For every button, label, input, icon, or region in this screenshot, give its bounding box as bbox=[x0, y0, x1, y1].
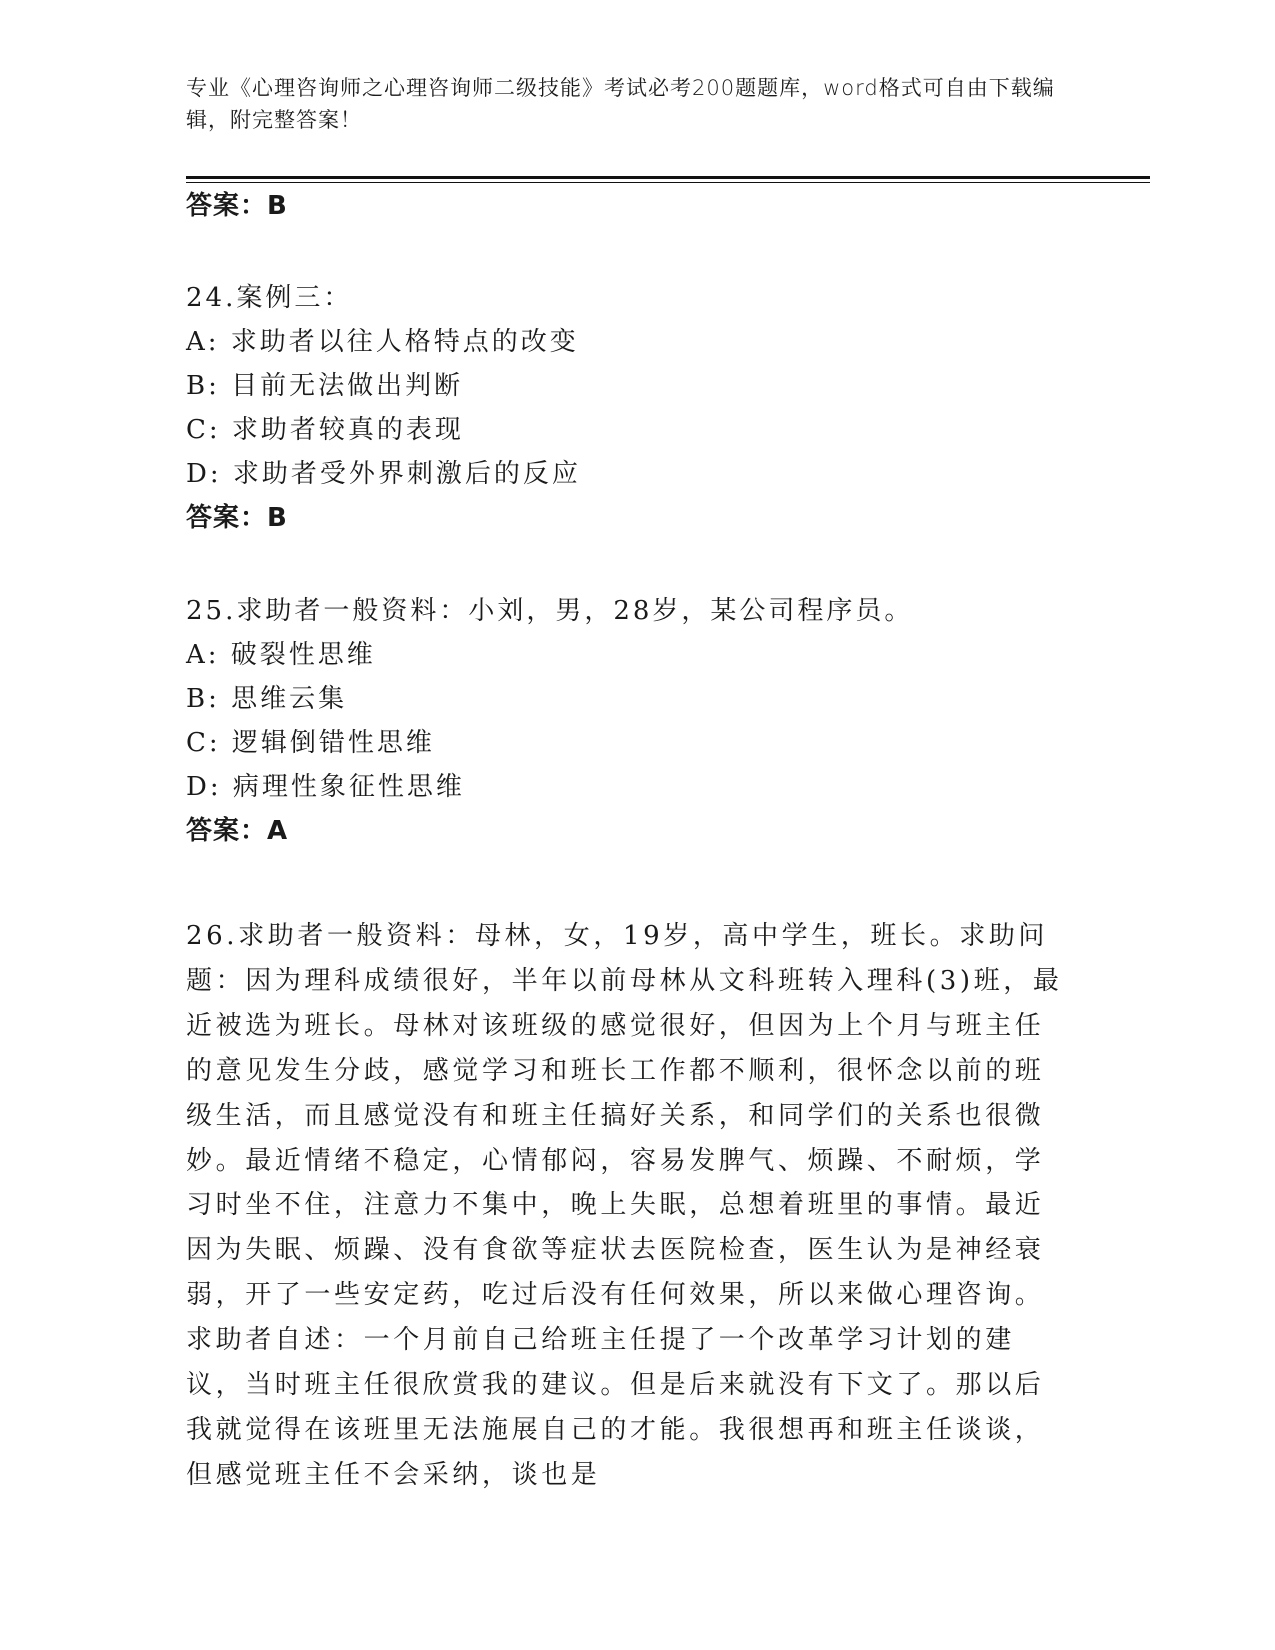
answer-23: 答案：B bbox=[186, 191, 288, 221]
question-25-stem: 25.求助者一般资料：小刘，男，28岁，某公司程序员。 bbox=[186, 596, 914, 626]
page-header: 专业《心理咨询师之心理咨询师二级技能》考试必考200题题库，word格式可自由下载编辑，附完整答案！ bbox=[186, 76, 1055, 132]
question-24-option-a: A: 求助者以往人格特点的改变 bbox=[186, 327, 579, 357]
question-26-text: 26.求助者一般资料：母林，女，19岁，高中学生，班长。求助问题：因为理科成绩很好，半年以前母林从文科班转入理科(3)班，最近被选为班长。母林对该班级的感觉很好，但因为上个月与班主任的意见发生分歧，感觉学习和班长工作都不顺利，很怀念以前的班级生活，而且感觉没有和班主任搞好关系，和同学们的关系也很微妙。最近情绪不稳定，心情郁闷，容易发脾气、烦躁、不耐烦，学习时坐不住，注意力不集中，晚上失眠，总想着班里的事情。最近因为失眠、烦躁、没有食欲等症状去医院检查，医生认为是神经衰弱，开了一些安定药，吃过后没有任何效果，所以来做心理咨询。求助者自述：一个月前自己给班主任提了一个改革学习计划的建议，当时班主任很欣赏我的建议。但是后来就没有下文了。那以后我就觉得在该班里无法施展自己的才能。我很想再和班主任谈谈，但感觉班主任不会采纳，谈也是 bbox=[186, 921, 1063, 1490]
header-divider-thick bbox=[186, 176, 1150, 179]
question-25-option-b: B: 思维云集 bbox=[186, 684, 348, 714]
answer-24: 答案：B bbox=[186, 503, 288, 533]
question-24-option-d: D: 求助者受外界刺激后的反应 bbox=[186, 459, 581, 489]
question-24-stem: 24.案例三： bbox=[186, 283, 353, 313]
question-24-option-c: C: 求助者较真的表现 bbox=[186, 415, 464, 445]
question-24-option-b: B: 目前无法做出判断 bbox=[186, 371, 464, 401]
answer-25: 答案：A bbox=[186, 816, 289, 846]
question-25-option-c: C: 逻辑倒错性思维 bbox=[186, 728, 435, 758]
question-25-option-a: A: 破裂性思维 bbox=[186, 640, 376, 670]
header-divider-thin bbox=[186, 182, 1150, 183]
question-25-option-d: D: 病理性象征性思维 bbox=[186, 772, 465, 802]
